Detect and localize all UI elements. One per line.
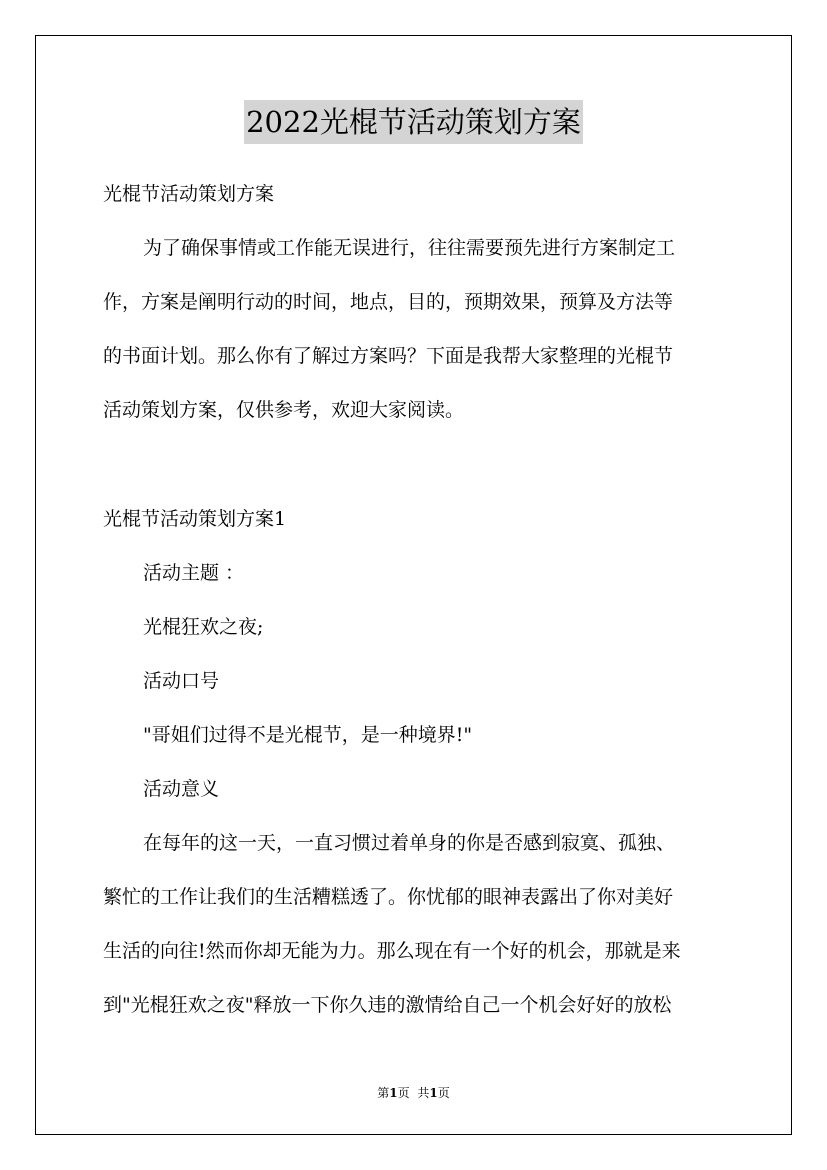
intro-line-1: 为了确保事情或工作能无误进行，往往需要预先进行方案制定工 xyxy=(143,237,676,259)
footer-total-prefix: 共 xyxy=(417,1086,430,1100)
subtitle: 光棍节活动策划方案 xyxy=(103,183,275,205)
page-footer xyxy=(0,1084,827,1101)
intro-line-3: 的书面计划。那么你有了解过方案吗？下面是我帮大家整理的光棍节 xyxy=(103,345,674,367)
item-slogan-label: 活动口号 xyxy=(143,670,220,692)
item-meaning-label: 活动意义 xyxy=(143,778,220,800)
body-line-4: 到"光棍狂欢之夜"释放一下你久违的激情给自己一个机会好好的放松 xyxy=(103,994,672,1016)
title-wrapper xyxy=(0,100,827,144)
footer-page-suffix: 页 xyxy=(397,1086,410,1100)
footer-page-number: 1 xyxy=(389,1086,398,1100)
item-theme-value: 光棍狂欢之夜; xyxy=(143,616,264,638)
footer-total-suffix: 页 xyxy=(437,1086,450,1100)
body-line-3: 生活的向往!然而你却无能为力。那么现在有一个好的机会，那就是来 xyxy=(103,940,681,962)
footer-total-number: 1 xyxy=(429,1086,438,1100)
body-line-2: 繁忙的工作让我们的生活糟糕透了。你忧郁的眼神表露出了你对美好 xyxy=(103,886,674,908)
footer-page-prefix: 第 xyxy=(377,1086,390,1100)
intro-line-4: 活动策划方案，仅供参考，欢迎大家阅读。 xyxy=(103,399,465,421)
document-title: 2022光棍节活动策划方案 xyxy=(244,100,583,144)
intro-line-2: 作，方案是阐明行动的时间，地点，目的，预期效果，预算及方法等 xyxy=(103,291,674,313)
section-title: 光棍节活动策划方案1 xyxy=(103,508,287,530)
item-theme-label: 活动主题 ： xyxy=(143,562,245,584)
item-slogan-value: "哥姐们过得不是光棍节，是一种境界!" xyxy=(143,724,473,746)
body-line-1: 在每年的这一天，一直习惯过着单身的你是否感到寂寞、孤独、 xyxy=(143,832,676,854)
